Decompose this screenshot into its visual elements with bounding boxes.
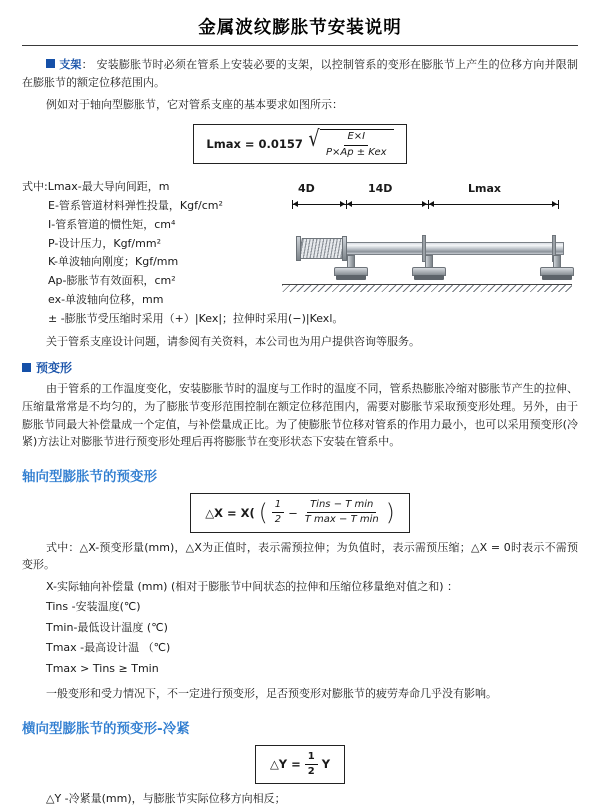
legend-item: Ap-膨胀节有效面积，cm² — [48, 274, 176, 288]
axial-formula-note: 式中：△X-预变形量(mm)，△X为正值时，表示需预拉伸；为负值时，表示需预压缩；△X = 0时表示不需预变形。 — [22, 540, 578, 572]
dimension-line — [292, 204, 346, 205]
support-stem — [553, 255, 561, 268]
bracket-closing-paragraph: 关于管系支座设计问题，请参阅有关资料，本公司也为用户提供咨询等服务。 — [46, 335, 420, 349]
minus-sign: − — [288, 505, 298, 520]
one-half-fraction — [272, 499, 284, 526]
square-root-icon — [307, 129, 394, 158]
support-pad — [336, 275, 366, 280]
list-item: Tmax -最高设计温 （℃) — [46, 641, 171, 655]
fraction-denominator: 2 — [307, 765, 315, 777]
predeform-heading-label: 预变形 — [36, 360, 73, 375]
dimension-arrow — [422, 201, 427, 207]
lateral-formula-row — [270, 751, 330, 778]
fraction-numerator: 1 — [272, 499, 284, 513]
dimension-arrow — [429, 201, 434, 207]
list-item: Tmin-最低设计温度 (℃) — [46, 620, 168, 634]
predeform-section-heading — [22, 359, 578, 376]
lmax-formula-container — [22, 118, 578, 171]
radical-content — [320, 129, 394, 158]
fraction-denominator: 2 — [274, 514, 282, 526]
lateral-formula-lhs: △Y = — [269, 757, 301, 772]
bracket-section-heading: 支架 — [59, 58, 82, 71]
diagram-column — [280, 172, 578, 294]
bracket-paragraph-2: 例如对于轴向型膨胀节，它对管系支座的基本要求如图所示： — [46, 97, 343, 111]
pipe-support-icon — [540, 255, 574, 281]
dimension-line — [346, 204, 428, 205]
lmax-formula-box — [193, 124, 406, 163]
pipe-support-icon — [334, 255, 368, 281]
page-title: 金属波纹膨胀节安装说明 — [198, 18, 402, 38]
left-paren: ( — [258, 499, 268, 526]
diagram-dimension-lines — [282, 199, 572, 209]
legend-item: E-管系管道材料弹性投量，Kgf/cm² — [48, 198, 223, 212]
axial-formula-container — [22, 493, 578, 532]
lateral-formula-container — [22, 745, 578, 784]
radical-sign: √ — [308, 127, 320, 153]
list-item: Tins -安装温度(℃) — [46, 600, 141, 614]
axial-closing-paragraph: 一般变形和受力情况下，不一定进行预变形，足否预变形对膨胀节的疲劳寿命几乎没有影响。 — [46, 686, 497, 700]
legend-item: K-单波轴向刚度；Kgf/mm — [48, 255, 179, 269]
one-half-fraction — [305, 751, 318, 778]
axial-formula-box — [190, 493, 409, 532]
lmax-fraction — [323, 131, 390, 158]
dimension-label-4d: 4D — [298, 181, 315, 195]
lmax-fraction-numerator: E×I — [344, 131, 368, 145]
lmax-formula-lhs: Lmax = 0.0157 — [206, 137, 303, 152]
dimension-line — [428, 204, 558, 205]
axial-variable-list — [22, 577, 578, 679]
diagram-dimension-labels — [282, 182, 572, 199]
dimension-tick — [558, 200, 559, 209]
dimension-label-lmax: Lmax — [468, 181, 501, 195]
ground-hatching — [282, 285, 572, 292]
bracket-section-paragraph-1: 支架： 安装膨胀节时必须在管系上安装必要的支架，以控制管系的变形在膨胀节上产生的位移方向并限制在膨胀节的额定位移范围内。 — [22, 58, 579, 89]
bracket-paragraph-1-text: 安装膨胀节时必须在管系上安装必要的支架，以控制管系的变形在膨胀节上产生的位移方向并限制在膨胀节的额定位移范围内。 — [22, 58, 579, 89]
pipe-support-icon — [412, 255, 446, 281]
blue-square-bullet-icon — [22, 363, 31, 372]
bellows-end-cap-icon — [296, 236, 301, 261]
axial-expansion-joint-diagram — [282, 182, 572, 294]
axial-formula-row — [205, 499, 394, 526]
dimension-arrow — [552, 201, 557, 207]
legend-item: ± -膨胀节受压缩时采用（+）|Kex|；拉伸时采用(−)|Kexl。 — [48, 312, 344, 326]
predeform-paragraph-1: 由于管系的工作温度变化，安装膨胀节时的温度与工作时的温度不同，管系热膨胀冷缩对膨胀节产生的拉伸、压缩量常常是不均匀的，为了膨胀节变形范围控制在额定位移范围内，需要对膨胀节采取预变形处理。另外，由于膨胀节同最大补偿量成一个定值，与补偿量成正比。为了使膨胀节位移对管系的作用力最小，也可以采用预变形(冷紧)方法让对膨胀节进行预变形处理后再将膨胀节在变形状态下安装在管系中。 — [22, 381, 578, 449]
dimension-label-14d: 14D — [368, 181, 393, 195]
legend-item: P-设计压力，Kgf/mm² — [48, 236, 161, 250]
legend-item: I-管系管道的惯性矩，cm⁴ — [48, 217, 176, 231]
dimension-arrow — [347, 201, 352, 207]
document-body — [0, 56, 600, 808]
axial-formula-lhs: △X = X( — [205, 505, 255, 520]
list-item: Tmax > Tins ≥ Tmin — [46, 661, 159, 675]
legend-item: 式中:Lmax-最大导向间距，m — [22, 179, 170, 193]
list-item: X-实际轴向补偿量 (mm) (相对于膨胀节中间状态的拉伸和压缩位移量绝对值之和) ： — [46, 580, 459, 594]
temperature-ratio-fraction — [302, 499, 382, 526]
legend-and-diagram — [22, 172, 578, 329]
pipe-assembly-illustration — [282, 216, 572, 292]
lateral-formula-rhs: Y — [321, 757, 331, 772]
dimension-arrow — [293, 201, 298, 207]
lmax-fraction-denominator: P×Ap ± Kex — [325, 146, 387, 158]
legend-item: ex-单波轴向位移，mm — [48, 293, 164, 307]
support-pad — [414, 275, 444, 280]
axial-predeform-subheading: 轴向型膨胀节的预变形 — [22, 469, 157, 486]
blue-square-bullet-icon — [46, 59, 55, 68]
right-paren: ) — [385, 499, 395, 526]
lateral-formula-box — [255, 745, 345, 784]
fraction-denominator: T max − T min — [304, 514, 379, 526]
dimension-arrow — [340, 201, 345, 207]
lmax-formula-row — [206, 129, 393, 158]
fraction-numerator: Tins − T min — [307, 499, 376, 513]
support-stem — [347, 255, 355, 268]
fraction-numerator: 1 — [305, 751, 318, 765]
support-pad — [542, 275, 572, 280]
title-divider — [22, 45, 578, 46]
lateral-formula-note: △Y -冷紧量(mm)，与膨胀节实际位移方向相反； — [46, 792, 286, 806]
document-page — [0, 14, 600, 806]
lateral-predeform-subheading: 横向型膨胀节的预变形-冷紧 — [22, 720, 190, 737]
support-stem — [425, 255, 433, 268]
